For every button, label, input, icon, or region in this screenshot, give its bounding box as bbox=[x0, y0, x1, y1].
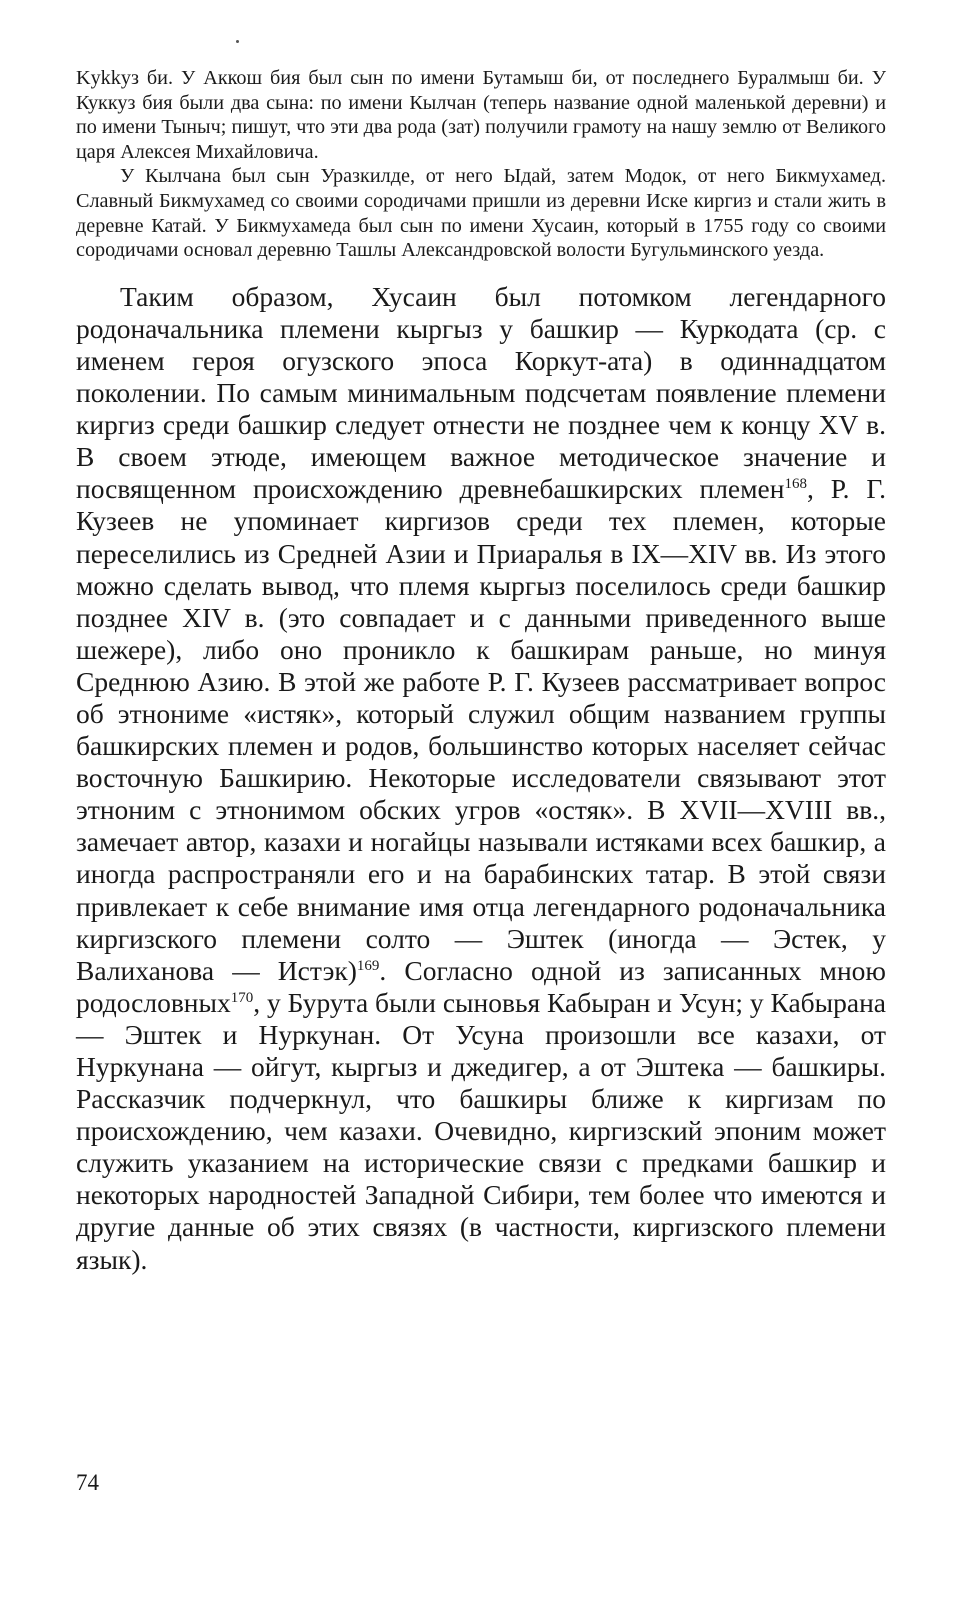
main-text-part-4: , у Бурута были сыновья Кабыран и Усун; у Кабырана — Эштек и Нуркунан. От Усуна произошли все казахи, от Нуркунана — ойгут, кыргыз и джедигер, а от Эштека — башкиры. Рассказчик подчеркнул, что башкиры ближе к киргизам по происхождению, чем казахи. Очевидно, киргизский эпоним может служить указанием на исторические связи с предками башкир и некоторых народностей Западной Сибири, тем более что имеются и другие данные об этих связях (в частности, киргизского племени язык). bbox=[76, 986, 886, 1275]
footnote-ref-169: 169 bbox=[356, 957, 380, 974]
page-number: 74 bbox=[76, 1470, 99, 1495]
quote-paragraph-2: У Кылчана был сын Уразкилде, от него Ыдай, затем Модок, от него Бикмухамед. Славный Бикмухамед со своими сородичами пришли из деревни Иске киргиз и стали жить в деревне Катай. У Бикмухамеда был сын по имени Хусаин, который в 1755 году со своими сородичами основал деревню Ташлы Александровской волости Бугульминского уезда. bbox=[76, 165, 886, 262]
shezhere-quote bbox=[76, 66, 886, 263]
main-text-part-3: . Согласно одной из записанных мною родословных bbox=[76, 954, 886, 1018]
footnote-ref-170: 170 bbox=[230, 989, 254, 1006]
main-text-part-2: , Р. Г. Кузеев не упоминает киргизов среди тех племен, которые переселились из Средней Азии и Приаралья в IX—XIV вв. Из этого можно сделать вывод, что племя кыргыз поселилось среди башкир позднее XIV в. (это совпадает и с данными приведенного выше шежере), либо оно проникло к башкирам раньше, но минуя Среднюю Азию. В этой же работе Р. Г. Кузеев рассматривает вопрос об этнониме «истяк», который служил общим названием группы башкирских племен и родов, большинство которых населяет сейчас восточную Башкирию. Некоторые исследователи связывают этот этноним с этнонимом обских угров «остяк». В XVII—XVIII вв., замечает автор, казахи и ногайцы называли истяками всех башкир, а иногда распространяли его и на барабинских татар. В этой связи привлекает к себе внимание имя отца легендарного родоначальника киргизского племени солто — Эштек (иногда — Эстек, у Валиханова — Истэк) bbox=[76, 473, 886, 986]
footnote-ref-168: 168 bbox=[784, 476, 807, 493]
main-paragraph bbox=[76, 281, 886, 1276]
print-speck bbox=[236, 40, 239, 43]
page-body bbox=[76, 66, 886, 1303]
main-text-part-1: Таким образом, Хусаин был потомком легендарного родоначальника племени кыргыз у башкир — Куркодата (ср. с именем героя огузского эпоса Коркут-ата) в одиннадцатом поколении. По самым минимальным подсчетам появление племени киргиз среди башкир следует отнести не позднее чем к концу XV в. В своем этюде, имеющем важное методическое значение и посвященном происхождению древнебашкирских племен bbox=[76, 280, 886, 505]
quote-paragraph-1: Kykkyз би. У Аккош бия был сын по имени Бутамыш би, от последнего Буралмыш би. У Куккуз бия были два сына: по имени Кылчан (теперь название одной маленькой деревни) и по имени Тыныч; пишут, что эти два рода (зат) получили грамоту на нашу землю от Великого царя Алексея Михайловича. bbox=[76, 67, 886, 163]
